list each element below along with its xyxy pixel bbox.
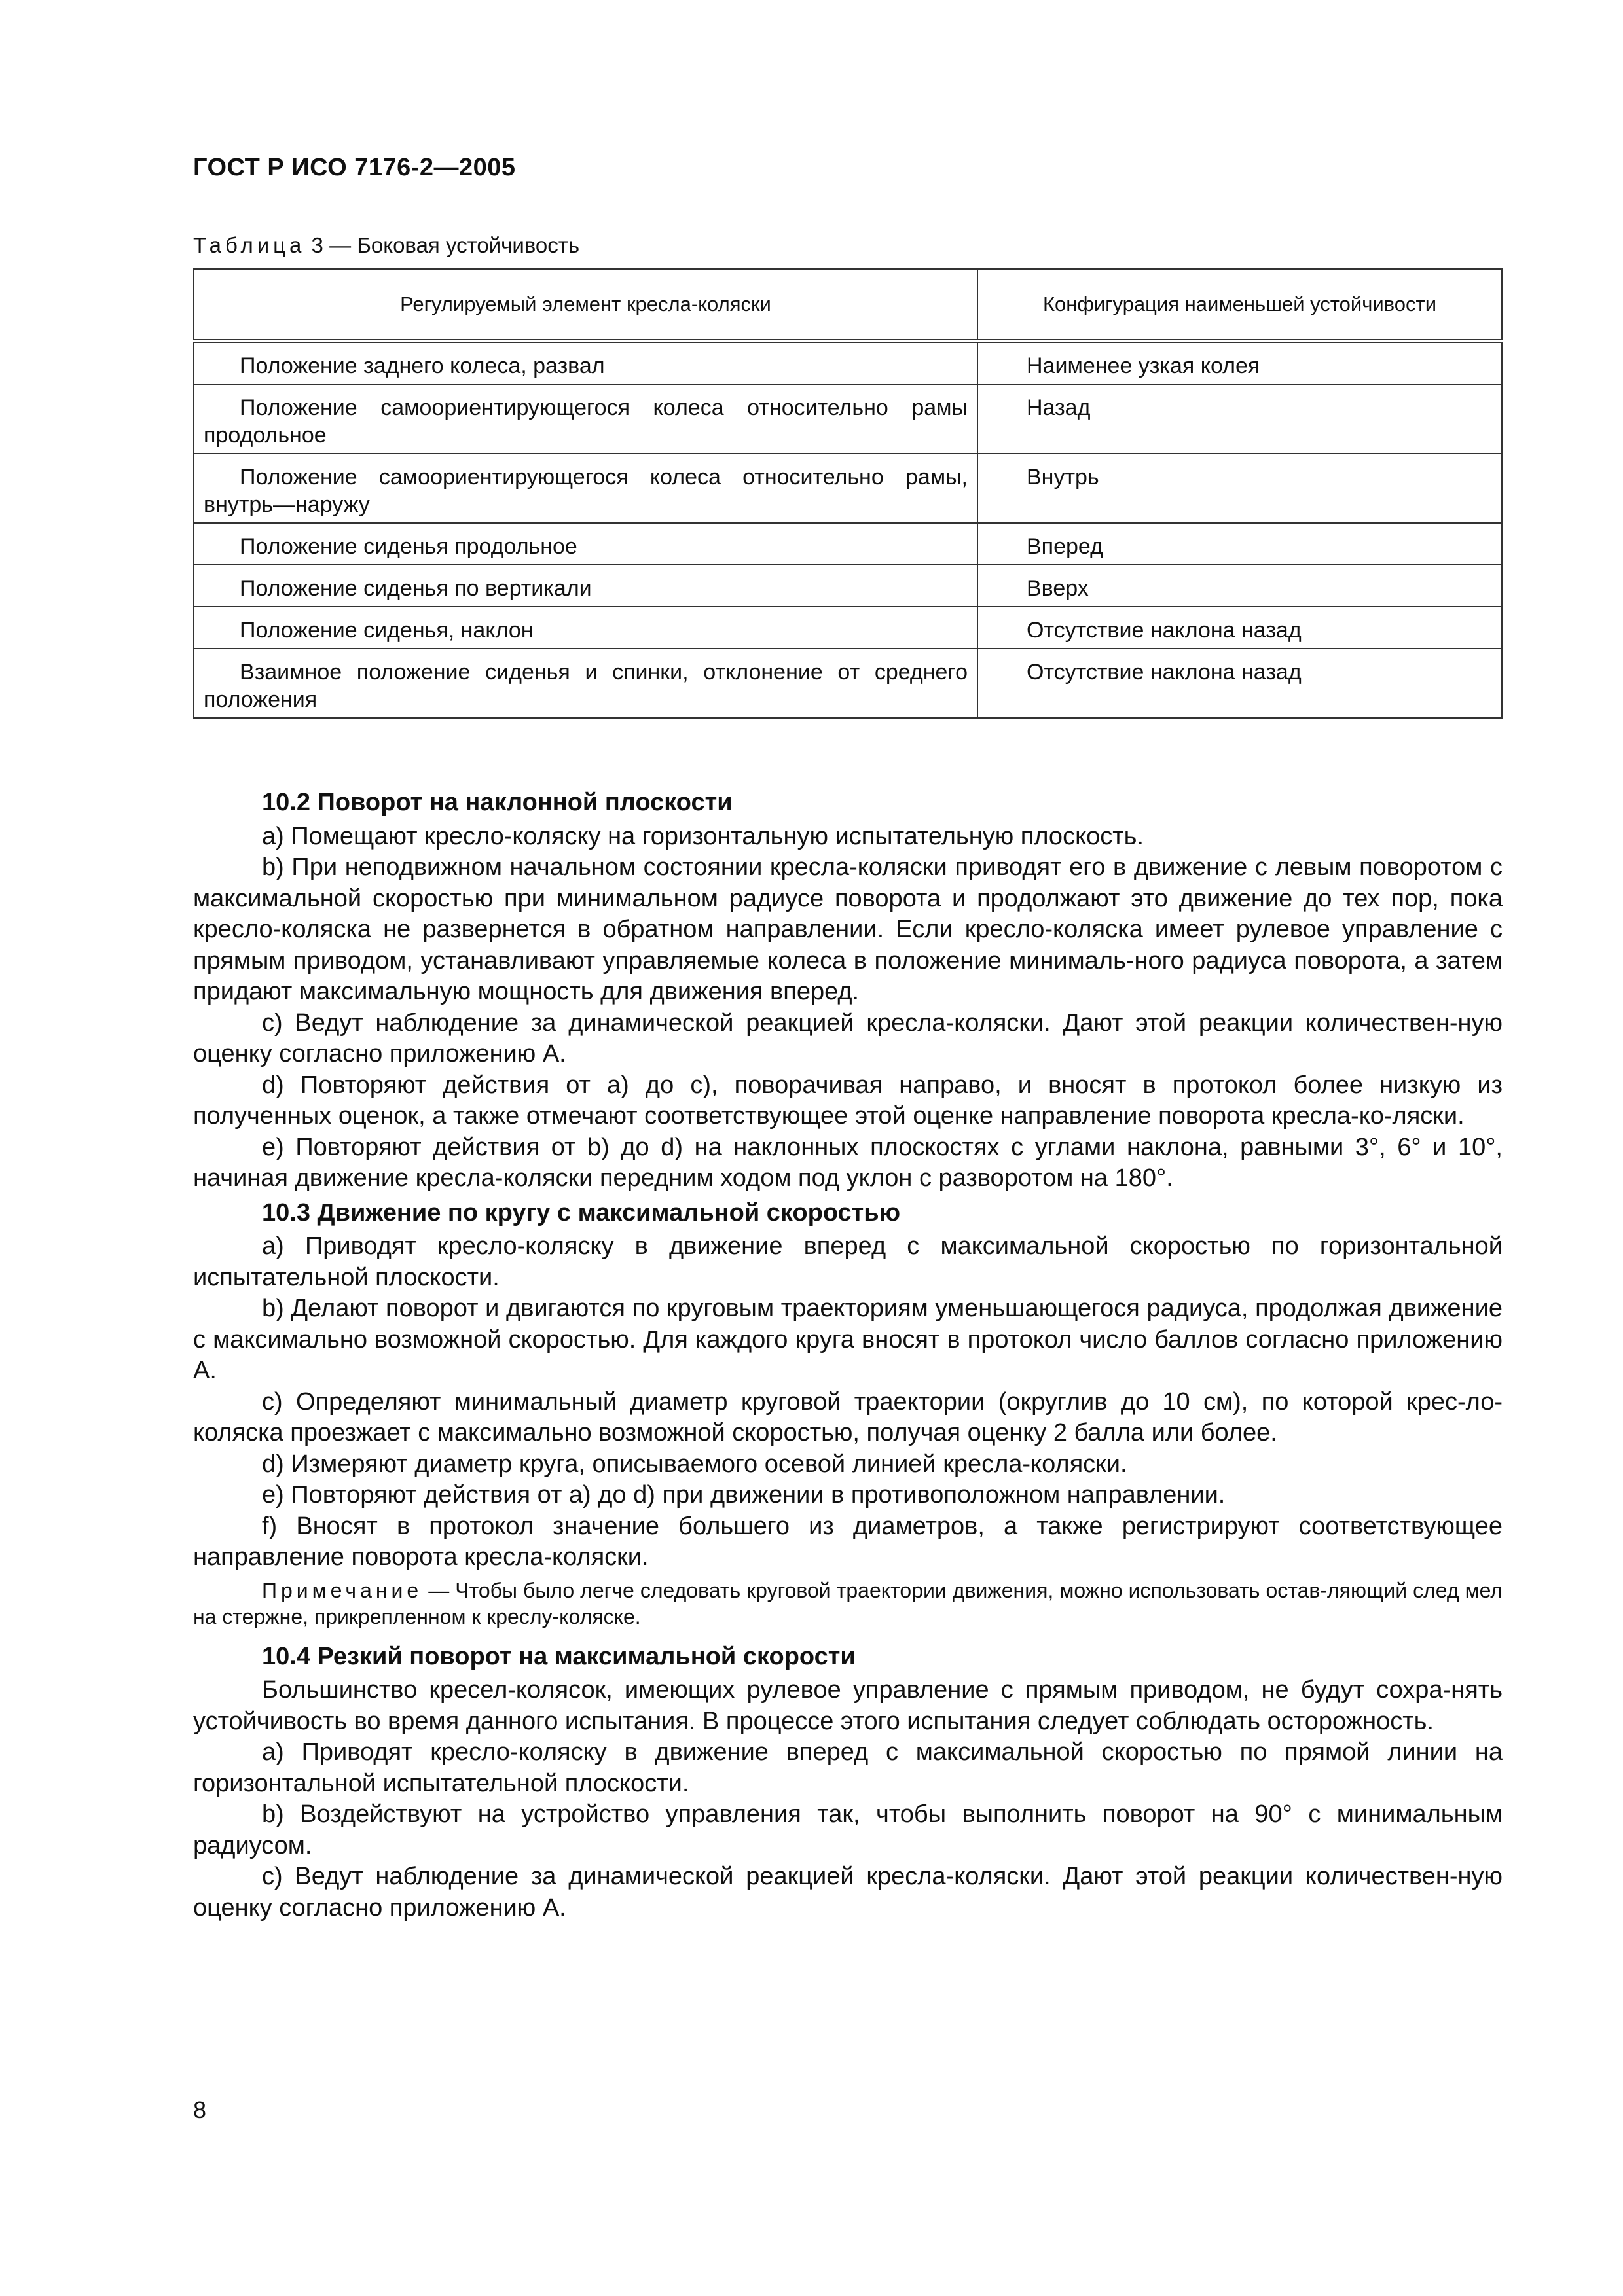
column-header-config: Конфигурация наименьшей устойчивости bbox=[977, 269, 1502, 341]
column-header-element: Регулируемый элемент кресла-коляски bbox=[194, 269, 977, 341]
table-cell-config: Вверх bbox=[977, 565, 1502, 607]
paragraph-10-3-c: c) Определяют минимальный диаметр круговой траектории (округлив до 10 см), по которой крес-ло-коляска проезжает с максимально возможной скоростью, получая оценку 2 балла или более. bbox=[193, 1388, 1503, 1446]
paragraph-10-3-b: b) Делают поворот и двигаются по круговым траекториям уменьшающегося радиуса, продолжая движение с максимально возможной скоростью. Для каждого круга вносят в протокол число баллов согласно приложению А. bbox=[193, 1295, 1503, 1384]
table-row bbox=[194, 341, 1502, 384]
paragraph-10-4-a: a) Приводят кресло-коляску в движение вперед с максимальной скоростью по прямой линии на горизонтальной испытательной плоскости. bbox=[193, 1738, 1503, 1797]
section-heading-10-2: 10.2 Поворот на наклонной плоскости bbox=[262, 789, 733, 816]
table-cell-element bbox=[194, 565, 977, 607]
note-text: — Чтобы было легче следовать круговой траектории движения, можно использовать остав-ляющий след мел на стержне, прикрепленном к креслу-коляске. bbox=[193, 1578, 1503, 1628]
table-cell-element bbox=[194, 454, 977, 523]
table-cell-element bbox=[194, 384, 977, 454]
paragraph-10-2-d: d) Повторяют действия от a) до c), поворачивая направо, и вносят в протокол более низкую из полученных оценок, а также отмечают соответствующее этой оценке направление поворота кресла-ко-ляски. bbox=[193, 1071, 1503, 1130]
paragraph-10-2-e: e) Повторяют действия от b) до d) на наклонных плоскостях с углами наклона, равными 3°, 6° и 10°, начиная движение кресла-коляски передним ходом под уклон с разворотом на 180°. bbox=[193, 1133, 1503, 1192]
paragraph-10-2-a: a) Помещают кресло-коляску на горизонтальную испытательную плоскость. bbox=[262, 822, 1144, 850]
table-row bbox=[194, 649, 1502, 718]
paragraph-10-4-intro: Большинство кресел-колясок, имеющих рулевое управление с прямым приводом, не будут сохра-нять устойчивость во время данного испытания. В процессе этого испытания следует соблюдать осторожность. bbox=[193, 1676, 1503, 1735]
cell-text: Положение заднего колеса, развал bbox=[240, 353, 605, 378]
table-cell-config: Наименее узкая колея bbox=[977, 341, 1502, 384]
section-heading-10-4: 10.4 Резкий поворот на максимальной скорости bbox=[262, 1642, 856, 1670]
document-header: ГОСТ Р ИСО 7176-2—2005 bbox=[193, 154, 516, 181]
table-cell-element bbox=[194, 649, 977, 718]
table-row bbox=[194, 565, 1502, 607]
table-cell-config: Отсутствие наклона назад bbox=[977, 607, 1502, 649]
document-body bbox=[193, 784, 1503, 1924]
stability-table bbox=[193, 268, 1503, 719]
note-10-3 bbox=[193, 1577, 1503, 1630]
cell-text: Положение сиденья, наклон bbox=[240, 618, 534, 643]
table-row bbox=[194, 454, 1502, 523]
table-cell-element bbox=[194, 341, 977, 384]
cell-text: Положение самоориентирующегося колеса относительно рамы, внутрь—наружу bbox=[204, 465, 968, 517]
paragraph-10-4-c: c) Ведут наблюдение за динамической реакцией кресла-коляски. Дают этой реакции количествен-ную оценку согласно приложению А. bbox=[193, 1863, 1503, 1922]
table-row bbox=[194, 523, 1502, 565]
paragraph-10-3-a: a) Приводят кресло-коляску в движение вперед с максимальной скоростью по горизонтальной испытательной плоскости. bbox=[193, 1232, 1503, 1291]
table-cell-config: Назад bbox=[977, 384, 1502, 454]
note-label: Примечание bbox=[262, 1578, 423, 1602]
cell-text: Положение сиденья по вертикали bbox=[240, 576, 592, 601]
paragraph-10-2-b: b) При неподвижном начальном состоянии кресла-коляски приводят его в движение с левым поворотом с максимальной скоростью при минимальном радиусе поворота и продолжают это движение до тех пор, пока кресло-коляска не развернется в обратном направлении. Если кресло-коляска имеет рулевое управление с прямым приводом, устанавливают управляемые колеса в положение минималь-ного радиуса поворота, а затем придают максимальную мощность для движения вперед. bbox=[193, 853, 1503, 1005]
table-row bbox=[194, 607, 1502, 649]
table-cell-config: Внутрь bbox=[977, 454, 1502, 523]
paragraph-10-2-c: c) Ведут наблюдение за динамической реакцией кресла-коляски. Дают этой реакции количествен-ную оценку согласно приложению А. bbox=[193, 1009, 1503, 1067]
section-heading-10-3: 10.3 Движение по кругу с максимальной скоростью bbox=[262, 1198, 901, 1227]
paragraph-10-3-d: d) Измеряют диаметр круга, описываемого осевой линией кресла-коляски. bbox=[262, 1450, 1127, 1478]
paragraph-10-3-f: f) Вносят в протокол значение большего из диаметров, а также регистрируют соответствующее направление поворота кресла-коляски. bbox=[193, 1512, 1503, 1571]
table-caption-label: Таблица bbox=[193, 233, 306, 257]
table-cell-element bbox=[194, 607, 977, 649]
table-caption bbox=[193, 233, 579, 258]
cell-text: Положение самоориентирующегося колеса относительно рамы продольное bbox=[204, 395, 968, 448]
paragraph-10-4-b: b) Воздействуют на устройство управления так, чтобы выполнить поворот на 90° с минимальным радиусом. bbox=[193, 1801, 1503, 1859]
table-header-row bbox=[194, 269, 1502, 341]
table-cell-element bbox=[194, 523, 977, 565]
table-cell-config: Отсутствие наклона назад bbox=[977, 649, 1502, 718]
table-cell-config: Вперед bbox=[977, 523, 1502, 565]
cell-text: Положение сиденья продольное bbox=[240, 534, 577, 559]
paragraph-10-3-e: e) Повторяют действия от a) до d) при движении в противоположном направлении. bbox=[262, 1481, 1226, 1509]
cell-text: Взаимное положение сиденья и спинки, отклонение от среднего положения bbox=[204, 660, 968, 712]
table-row bbox=[194, 384, 1502, 454]
table-caption-title: 3 — Боковая устойчивость bbox=[305, 233, 580, 257]
page-number: 8 bbox=[193, 2096, 207, 2123]
